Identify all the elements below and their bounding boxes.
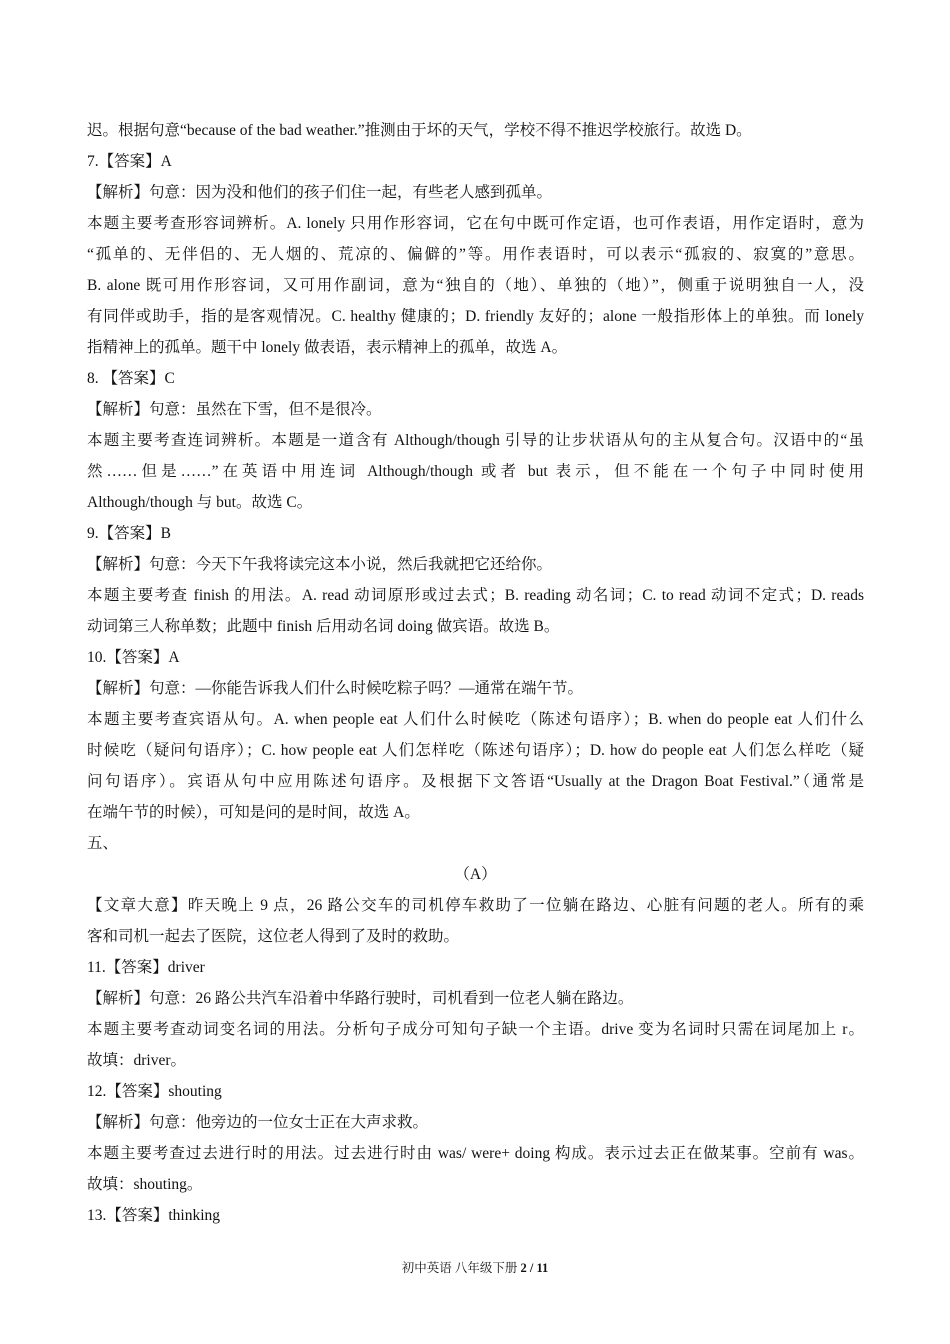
text-line: 本题主要考查过去进行时的用法。过去进行时由 was/ were+ doing 构成。表示过去正在做某事。空前有 was。 <box>87 1145 864 1162</box>
text-line: “孤单的、无伴侣的、无人烟的、荒凉的、偏僻的”等。用作表语时，可以表示“孤寂的、寂寞的”意思。 <box>87 246 864 263</box>
text-line: B. alone 既可用作形容词，又可用作副词，意为“独自的（地）、单独的（地）”，侧重于说明独自一人，没 <box>87 277 864 294</box>
text-line: 【解析】句意：因为没和他们的孩子们住一起，有些老人感到孤单。 <box>87 184 553 201</box>
text-line: 【解析】句意：今天下午我将读完这本小说，然后我就把它还给你。 <box>87 556 553 573</box>
text-line: 【解析】句意：他旁边的一位女士正在大声求救。 <box>87 1114 429 1131</box>
text-line: 9.【答案】B <box>87 525 171 542</box>
text-line: 然……但是……”在英语中用连词 Although/though 或者 but 表示，但不能在一个句子中同时使用 <box>87 463 864 480</box>
text-line: 动词第三人称单数；此题中 finish 后用动名词 doing 做宾语。故选 B。 <box>87 618 560 635</box>
text-line: 指精神上的孤单。题干中 lonely 做表语，表示精神上的孤单，故选 A。 <box>87 339 568 356</box>
answer-explanation-body <box>87 115 864 1231</box>
text-line: 本题主要考查 finish 的用法。A. read 动词原形或过去式；B. reading 动名词；C. to read 动词不定式；D. reads <box>87 587 864 604</box>
text-line: 故填：shouting。 <box>87 1176 203 1193</box>
text-line: 时候吃（疑问句语序）；C. how people eat 人们怎样吃（陈述句语序）；D. how do people eat 人们怎么样吃（疑 <box>87 742 864 759</box>
text-line: 7.【答案】A <box>87 153 172 170</box>
text-line: 本题主要考查宾语从句。A. when people eat 人们什么时候吃（陈述句语序）；B. when do people eat 人们什么 <box>87 711 864 728</box>
text-line: 10.【答案】A <box>87 649 180 666</box>
text-line: 【解析】句意：26 路公共汽车沿着中华路行驶时，司机看到一位老人躺在路边。 <box>87 990 634 1007</box>
text-line: 有同伴或助手，指的是客观情况。C. healthy 健康的；D. friendly 友好的；alone 一般指形体上的单独。而 lonely <box>87 308 864 325</box>
text-line: 【解析】句意：—你能告诉我人们什么时候吃粽子吗？—通常在端午节。 <box>87 680 584 697</box>
text-line: 问句语序）。宾语从句中应用陈述句语序。及根据下文答语“Usually at the Dragon Boat Festival.”（通常是 <box>87 773 864 790</box>
text-line: Although/though 与 but。故选 C。 <box>87 494 313 511</box>
text-line: 12.【答案】shouting <box>87 1083 222 1100</box>
page-total: 11 <box>536 1261 549 1275</box>
page-number: 2 <box>520 1261 530 1275</box>
text-line: 8. 【答案】C <box>87 370 175 387</box>
text-line: 本题主要考查动词变名词的用法。分析句子成分可知句子缺一个主语。drive 变为名词时只需在词尾加上 r。 <box>87 1021 864 1038</box>
text-line: 在端午节的时候），可知是问的是时间，故选 A。 <box>87 804 420 821</box>
text-line: 五、 <box>87 835 119 852</box>
text-line: 【文章大意】昨天晚上 9 点，26 路公交车的司机停车救助了一位躺在路边、心脏有问题的老人。所有的乘 <box>87 897 864 914</box>
page-footer <box>0 1258 950 1278</box>
text-line: 13.【答案】thinking <box>87 1207 221 1224</box>
text-line: 11.【答案】driver <box>87 959 205 976</box>
text-line: 迟。根据句意“because of the bad weather.”推测由于坏的天气，学校不得不推迟学校旅行。故选 D。 <box>87 122 752 139</box>
page-separator: / <box>529 1261 537 1275</box>
text-line: （A） <box>454 866 497 883</box>
text-line: 客和司机一起去了医院，这位老人得到了及时的救助。 <box>87 928 460 945</box>
footer-label: 初中英语 八年级下册 <box>401 1261 521 1275</box>
text-line: 故填：driver。 <box>87 1052 187 1069</box>
text-line: 【解析】句意：虽然在下雪，但不是很冷。 <box>87 401 382 418</box>
text-line: 本题主要考查形容词辨析。A. lonely 只用作形容词，它在句中既可作定语，也可作表语，用作定语时，意为 <box>87 215 864 232</box>
text-line: 本题主要考查连词辨析。本题是一道含有 Although/though 引导的让步状语从句的主从复合句。汉语中的“虽 <box>87 432 864 449</box>
